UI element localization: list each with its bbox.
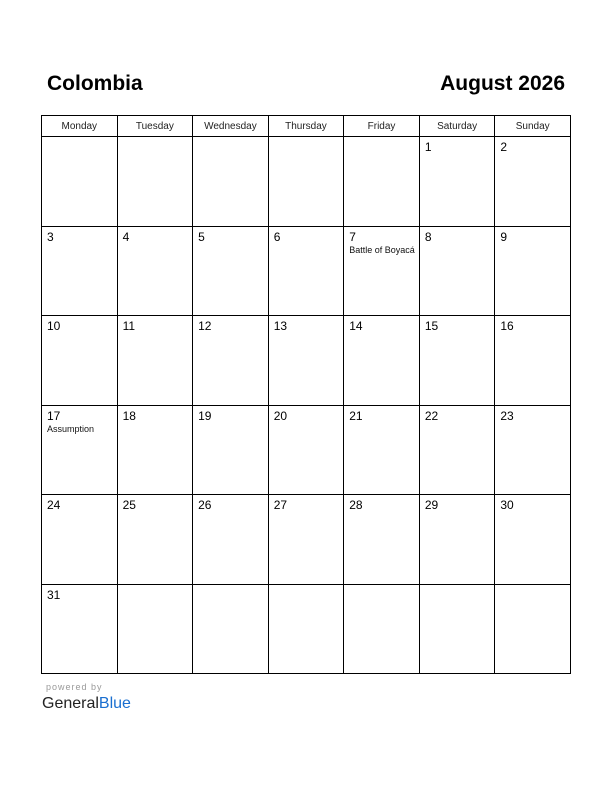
weekday-tuesday: Tuesday (117, 116, 193, 137)
day-cell (117, 316, 193, 406)
day-cell (495, 226, 571, 316)
day-cell (193, 316, 269, 406)
day-cell (419, 495, 495, 585)
day-number: 30 (500, 498, 514, 512)
day-cell (419, 226, 495, 316)
day-number: 12 (198, 319, 212, 333)
day-number: 26 (198, 498, 212, 512)
day-cell (268, 405, 344, 495)
weekday-wednesday: Wednesday (193, 116, 269, 137)
day-number: 9 (500, 229, 508, 244)
day-cell (193, 226, 269, 316)
day-number: 5 (198, 229, 205, 244)
day-cell (193, 405, 269, 495)
day-number: 4 (122, 229, 130, 244)
day-number: 25 (122, 498, 136, 512)
day-cell (193, 137, 269, 227)
day-cell (117, 405, 193, 495)
day-cell (495, 584, 571, 674)
day-number: 13 (273, 319, 288, 333)
day-number: 1 (424, 140, 432, 154)
day-cell (268, 316, 344, 406)
day-cell (42, 584, 118, 674)
week-row (42, 584, 571, 674)
holiday-label: Battle of Boyacá (349, 244, 415, 255)
logo-text-general: General (42, 695, 99, 712)
month-title: August 2026 (440, 72, 565, 95)
day-cell (344, 316, 420, 406)
week-row (42, 137, 571, 227)
day-cell (344, 584, 420, 674)
day-number: 21 (349, 408, 363, 423)
country-title: Colombia (47, 72, 143, 95)
day-number: 22 (424, 408, 439, 423)
day-number: 11 (122, 319, 136, 333)
day-cell (268, 226, 344, 316)
weekday-sunday: Sunday (495, 116, 571, 137)
day-cell (117, 584, 193, 674)
weekday-thursday: Thursday (268, 116, 344, 137)
day-number: 7 (349, 229, 356, 244)
day-cell (117, 226, 193, 316)
day-number (193, 585, 268, 588)
day-number: 14 (349, 319, 363, 333)
day-cell (42, 226, 118, 316)
day-number: 3 (47, 229, 54, 244)
day-number: 28 (349, 498, 363, 512)
day-cell (117, 137, 193, 227)
day-cell (495, 495, 571, 585)
day-cell (42, 495, 118, 585)
weekday-friday: Friday (344, 116, 420, 137)
day-cell (268, 584, 344, 674)
day-cell (495, 137, 571, 227)
day-cell (419, 316, 495, 406)
calendar-grid (41, 115, 571, 674)
weekday-header-row (42, 116, 571, 137)
day-number: 6 (273, 229, 281, 244)
day-cell (495, 316, 571, 406)
day-number: 23 (500, 408, 514, 423)
week-row (42, 405, 571, 495)
day-cell (268, 137, 344, 227)
day-number: 27 (273, 498, 288, 512)
day-cell (344, 226, 420, 316)
day-cell (419, 405, 495, 495)
day-cell (117, 495, 193, 585)
day-cell (193, 584, 269, 674)
day-number (344, 585, 419, 588)
day-cell (344, 137, 420, 227)
day-cell (419, 584, 495, 674)
day-number (118, 137, 193, 140)
day-number: 17 (47, 408, 61, 423)
day-number: 2 (500, 140, 508, 154)
day-number (118, 585, 193, 588)
day-number (42, 137, 117, 140)
day-cell (344, 405, 420, 495)
day-number (269, 585, 344, 588)
day-cell (42, 316, 118, 406)
weekday-monday: Monday (42, 116, 118, 137)
week-row (42, 226, 571, 316)
day-number: 31 (47, 587, 61, 602)
day-cell (42, 405, 118, 495)
day-number: 16 (500, 319, 514, 333)
day-number (269, 137, 344, 140)
logo-text-blue: Blue (98, 695, 131, 712)
day-number: 18 (122, 408, 136, 423)
day-cell (419, 137, 495, 227)
day-number: 15 (424, 319, 439, 333)
generalblue-logo[interactable] (42, 694, 131, 714)
week-row (42, 495, 571, 585)
day-number (344, 137, 419, 140)
day-number: 20 (273, 408, 288, 423)
day-number: 8 (424, 229, 432, 244)
day-cell (42, 137, 118, 227)
day-number: 19 (198, 408, 212, 423)
day-number (420, 585, 495, 588)
day-cell (344, 495, 420, 585)
weekday-saturday: Saturday (419, 116, 495, 137)
day-cell (495, 405, 571, 495)
day-number: 10 (47, 319, 61, 333)
day-cell (268, 495, 344, 585)
day-cell (193, 495, 269, 585)
powered-by-label: powered by (46, 682, 103, 692)
day-number (495, 585, 570, 588)
day-number: 24 (47, 498, 61, 512)
day-number (193, 137, 268, 140)
holiday-label: Assumption (47, 423, 95, 434)
day-number: 29 (424, 498, 439, 512)
week-row (42, 316, 571, 406)
